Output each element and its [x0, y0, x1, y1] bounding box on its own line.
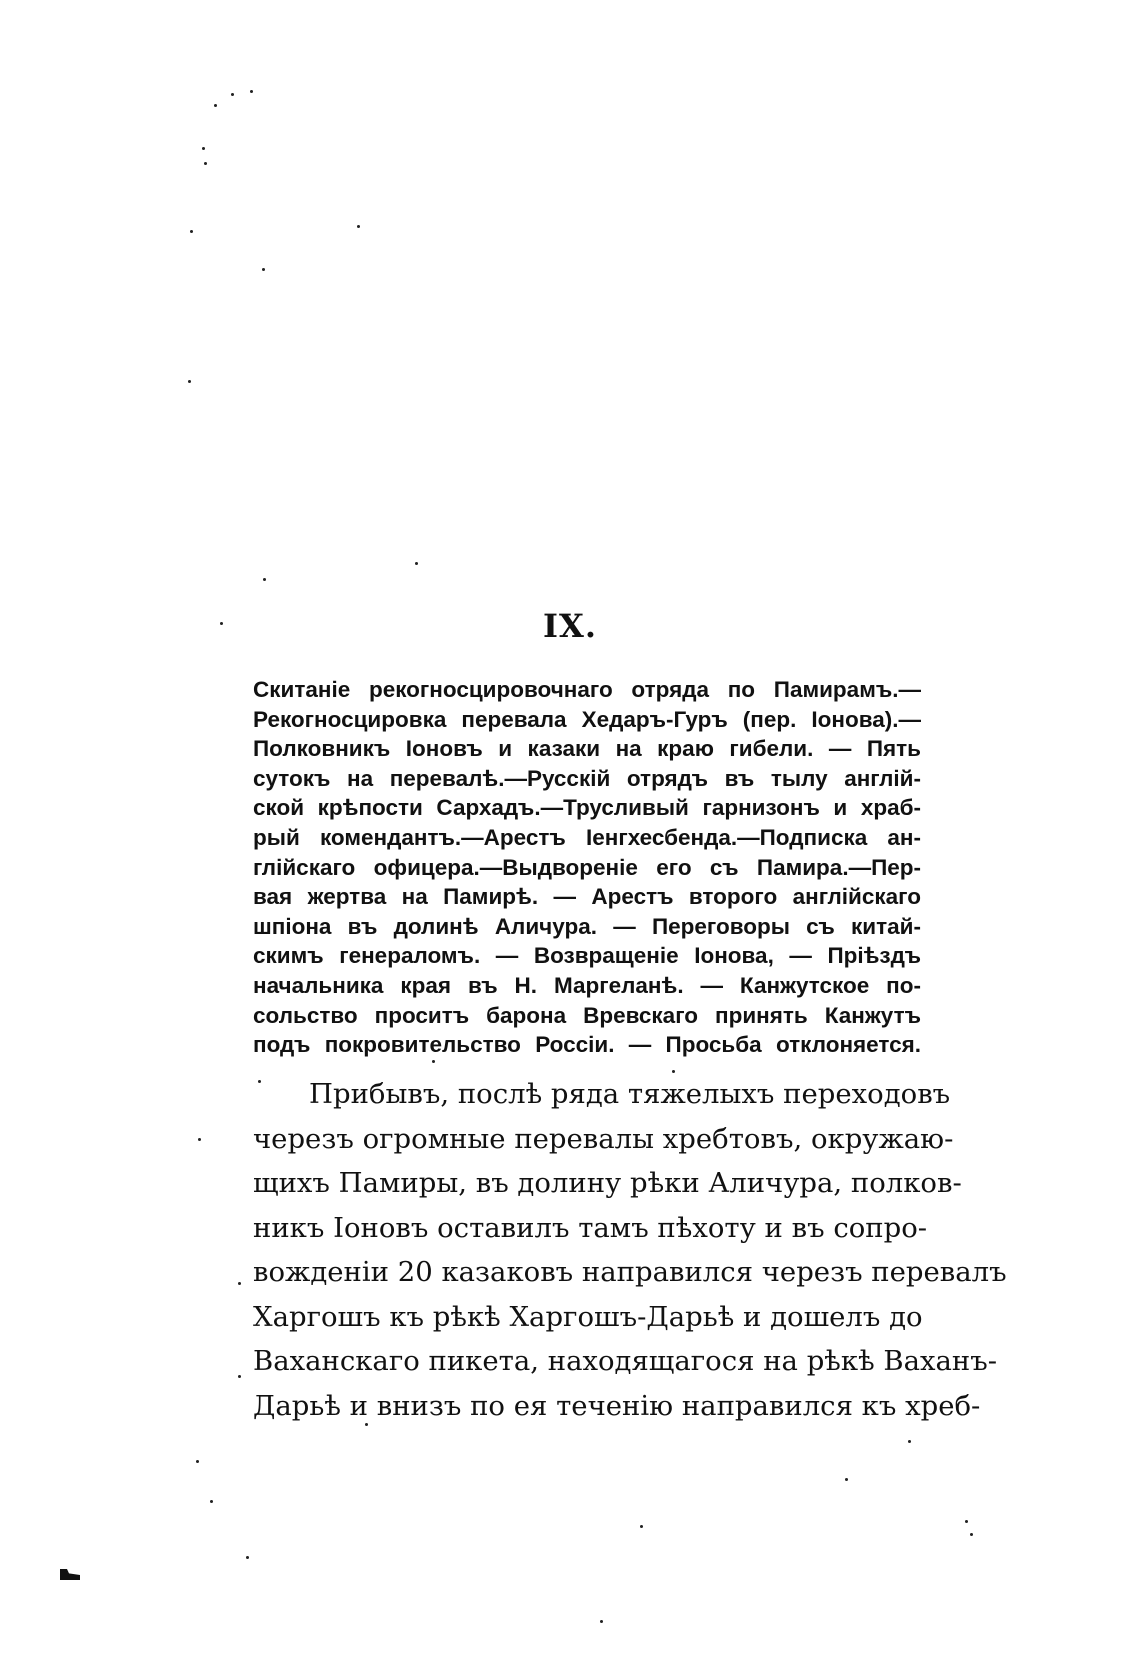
scan-speck	[196, 1460, 199, 1463]
body-line: вожденіи 20 казаковъ направился черезъ перевалъ	[253, 1256, 1007, 1288]
summary-line: сутокъ на перевалѣ.—Русскій отрядъ въ тылу англій-	[253, 765, 921, 791]
summary-line: глійскаго офицера.—Выдвореніе его съ Памира.—Пер-	[253, 854, 921, 880]
scan-speck	[246, 1556, 249, 1559]
scan-speck	[188, 380, 191, 383]
scan-speck	[365, 1423, 368, 1426]
scan-speck	[263, 578, 266, 581]
body-paragraph	[253, 1072, 1007, 1428]
scan-speck	[238, 1282, 241, 1285]
summary-line: подъ покровительство Россіи. — Просьба отклоняется.	[253, 1032, 921, 1058]
scan-speck	[415, 562, 418, 565]
summary-line: начальника края въ Н. Маргеланѣ. — Канжутское по-	[253, 972, 921, 998]
body-line: никъ Іоновъ оставилъ тамъ пѣхоту и въ сопро-	[253, 1211, 928, 1244]
summary-line: рый комендантъ.—Арестъ Іенгхесбенда.—Подписка ан-	[253, 824, 921, 850]
scan-speck	[190, 230, 193, 233]
scan-speck	[214, 104, 217, 107]
scan-speck	[210, 1500, 213, 1503]
summary-line: сольство проситъ барона Вревскаго принять Канжутъ	[253, 1002, 921, 1028]
scan-speck	[965, 1520, 968, 1523]
summary-line: ской крѣпости Сархадъ.—Трусливый гарнизонъ и храб-	[253, 795, 921, 821]
body-line: Прибывъ, послѣ ряда тяжелыхъ переходовъ	[309, 1078, 951, 1110]
scan-speck	[202, 147, 205, 150]
chapter-summary	[253, 675, 921, 1060]
scan-speck	[238, 1375, 241, 1378]
summary-line: вая жертва на Памирѣ. — Арестъ второго англійскаго	[253, 884, 921, 910]
scan-speck	[220, 622, 223, 625]
summary-line: шпіона въ долинѣ Аличура. — Переговоры съ китай-	[253, 913, 921, 939]
scan-speck	[640, 1525, 643, 1528]
scan-speck	[672, 1070, 675, 1073]
body-line: черезъ огромные перевалы хребтовъ, окружаю-	[253, 1122, 954, 1155]
summary-line: скимъ генераломъ. — Возвращеніе Іонова, — Пріѣздъ	[253, 943, 921, 969]
scan-speck	[198, 1138, 201, 1141]
scan-speck	[262, 268, 265, 271]
scan-artifact	[60, 1569, 80, 1580]
summary-line: Рекогносцировка перевала Хедаръ-Гуръ (пер. Іонова).—	[253, 706, 921, 732]
chapter-number: IX.	[543, 607, 597, 645]
scan-speck	[908, 1440, 911, 1443]
scan-speck	[970, 1533, 973, 1536]
scan-speck	[231, 93, 234, 96]
summary-line: Скитаніе рекогносцировочнаго отряда по Памирамъ.—	[253, 677, 921, 702]
scan-speck	[250, 90, 253, 93]
scan-speck	[258, 1080, 261, 1083]
scan-speck	[845, 1478, 848, 1481]
body-line: Ваханскаго пикета, находящагося на рѣкѣ Ваханъ-	[253, 1345, 998, 1377]
scan-speck	[357, 225, 360, 228]
scan-speck	[432, 1060, 435, 1063]
scan-speck	[204, 162, 207, 165]
body-line: щихъ Памиры, въ долину рѣки Аличура, полков-	[253, 1167, 962, 1199]
scan-speck	[600, 1620, 603, 1623]
body-line: Дарьѣ и внизъ по ея теченію направился къ хреб-	[253, 1389, 981, 1422]
summary-line: Полковникъ Іоновъ и казаки на краю гибели. — Пять	[253, 736, 921, 762]
body-line: Харгошъ къ рѣкѣ Харгошъ-Дарьѣ и дошелъ до	[253, 1300, 923, 1333]
